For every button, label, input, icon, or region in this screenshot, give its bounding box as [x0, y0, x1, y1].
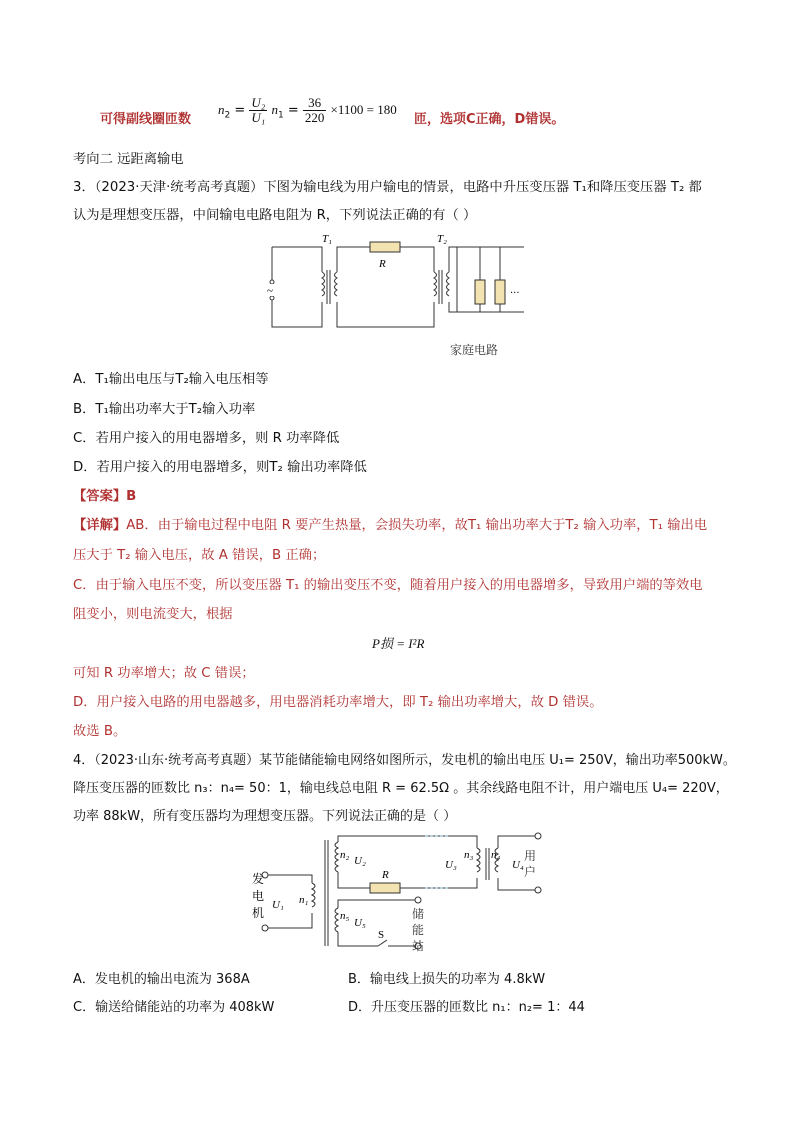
q3-option-b: B．T₁输出功率大于T₂输入功率 [73, 402, 256, 417]
voltage-ratio-fraction [249, 96, 267, 125]
section-heading: 考向二 远距离输电 [73, 152, 184, 167]
r-label: R [379, 258, 386, 270]
formula-expression: $n_2$ = $\frac{\text{U₂}}{\text{U₁}}$ $n_1$ = $\frac{36}{220}$ ×1100 = 180 [218, 95, 397, 125]
formula-conclusion: 匝，选项C正确，D错误。 [414, 112, 565, 127]
gen-label-3: 机 [252, 906, 265, 920]
dots-label: ··· [510, 288, 520, 299]
u1-label: U₁ [272, 899, 284, 911]
q3-detail-line4: 阻变小，则电流变大，根据 [73, 607, 233, 622]
detail-text-1: AB．由于输电过程中电阻 R 要产生热量，会损失功率，故T₁ 输出功率大于T₂ 输入功率，T₁ 输出电 [126, 518, 708, 533]
u3-label: U₃ [445, 859, 457, 871]
q3-circuit-diagram [262, 232, 530, 362]
numeric-fraction [303, 96, 327, 125]
q4-stem-line3: 功率 88kW，所有变压器均为理想变压器。下列说法正确的是（ ） [73, 809, 457, 824]
q3-stem-line1: 3．（2023·天津·统考高考真题）下图为输电线为用户输电的情景，电路中升压变压器 T₁和降压变压器 T₂ 都 [73, 180, 702, 195]
t1-label: T₁ [322, 233, 332, 245]
q3-detail-line3: C．由于输入电压不变，所以变压器 T₁ 的输出变压不变，随着用户接入的用电器增多，导致用户端的等效电 [73, 578, 703, 593]
u5-label: U₅ [354, 917, 366, 929]
switch-label: S [378, 929, 385, 941]
fraction-denominator: U₁ [251, 110, 266, 125]
formula-label: 可得副线圈匝数 [100, 112, 192, 127]
q3-stem-line2: 认为是理想变压器，中间输电电路电阻为 R，下列说法正确的有（ ） [73, 208, 477, 223]
t2-label: T₂ [437, 233, 447, 245]
formula-mult-sub: 1 [277, 110, 284, 121]
numeric-numerator: 36 [303, 96, 327, 111]
q4-circuit-diagram [250, 828, 550, 953]
n5-label: n₅ [340, 910, 350, 922]
q3-detail-line6: D．用户接入电路的用电器越多，用电器消耗功率增大，即 T₂ 输出功率增大，故 D 错误。 [73, 695, 603, 710]
q3-answer: 【答案】B [73, 489, 137, 504]
q3-detail-line5: 可知 R 功率增大；故 C 错误； [73, 666, 255, 681]
fraction-numerator: U₂ [251, 95, 266, 110]
formula-mult-var: n [271, 102, 278, 117]
q4-option-b: B．输电线上损失的功率为 4.8kW [348, 972, 546, 987]
formula-lhs-sub: 2 [224, 110, 231, 121]
q3-detail-line1 [73, 516, 707, 536]
q3-detail-line2: 压大于 T₂ 输入电压，故 A 错误，B 正确； [73, 548, 326, 563]
q3-detail-line7: 故选 B。 [73, 724, 127, 739]
n4-label: n₄ [491, 849, 501, 861]
formula-tail: ×1100 = 180 [330, 102, 397, 117]
numeric-denominator: 220 [304, 110, 325, 125]
q3-option-c: C．若用户接入的用电器增多，则 R 功率降低 [73, 431, 340, 446]
storage-label-1: 储 [412, 907, 425, 921]
q4-option-c: C．输送给储能站的功率为 408kW [73, 1000, 275, 1015]
u4-label: U₄ [512, 859, 524, 871]
detail-label: 【详解】 [73, 518, 127, 533]
q3-equation: P损 = I²R [372, 636, 425, 651]
q4-stem-line2: 降压变压器的匝数比 n₃：n₄= 50：1，输电线总电阻 R = 62.5Ω 。其余线路电阻不计，用户端电压 U₄= 220V， [73, 781, 729, 796]
n1-label: n₁ [299, 894, 309, 906]
q3-option-d: D．若用户接入的用电器增多，则T₂ 输出功率降低 [73, 460, 367, 475]
ac-symbol: ~ [267, 285, 273, 297]
n3-label: n₃ [464, 849, 474, 861]
q4-stem-line1: 4．（2023·山东·统考高考真题）某节能储能输电网络如图所示，发电机的输出电压 U₁= 250V，输出功率500kW。 [73, 753, 736, 768]
storage-label-2: 能 [412, 923, 425, 937]
user-label-2: 户 [524, 865, 537, 879]
storage-label-3: 站 [412, 939, 425, 953]
q4-option-d: D．升压变压器的匝数比 n₁：n₂= 1：44 [348, 1000, 585, 1015]
household-caption: 家庭电路 [450, 343, 499, 357]
q3-option-a: A．T₁输出电压与T₂输入电压相等 [73, 372, 269, 387]
gen-label-2: 电 [252, 889, 265, 903]
u2-label: U₂ [354, 855, 366, 867]
r-label-q4: R [382, 869, 389, 881]
q4-option-a: A．发电机的输出电流为 368A [73, 972, 250, 987]
gen-label-1: 发 [252, 872, 265, 886]
n2-label: n₂ [340, 849, 350, 861]
formula-lhs: n [218, 102, 225, 117]
user-label-1: 用 [524, 849, 537, 863]
